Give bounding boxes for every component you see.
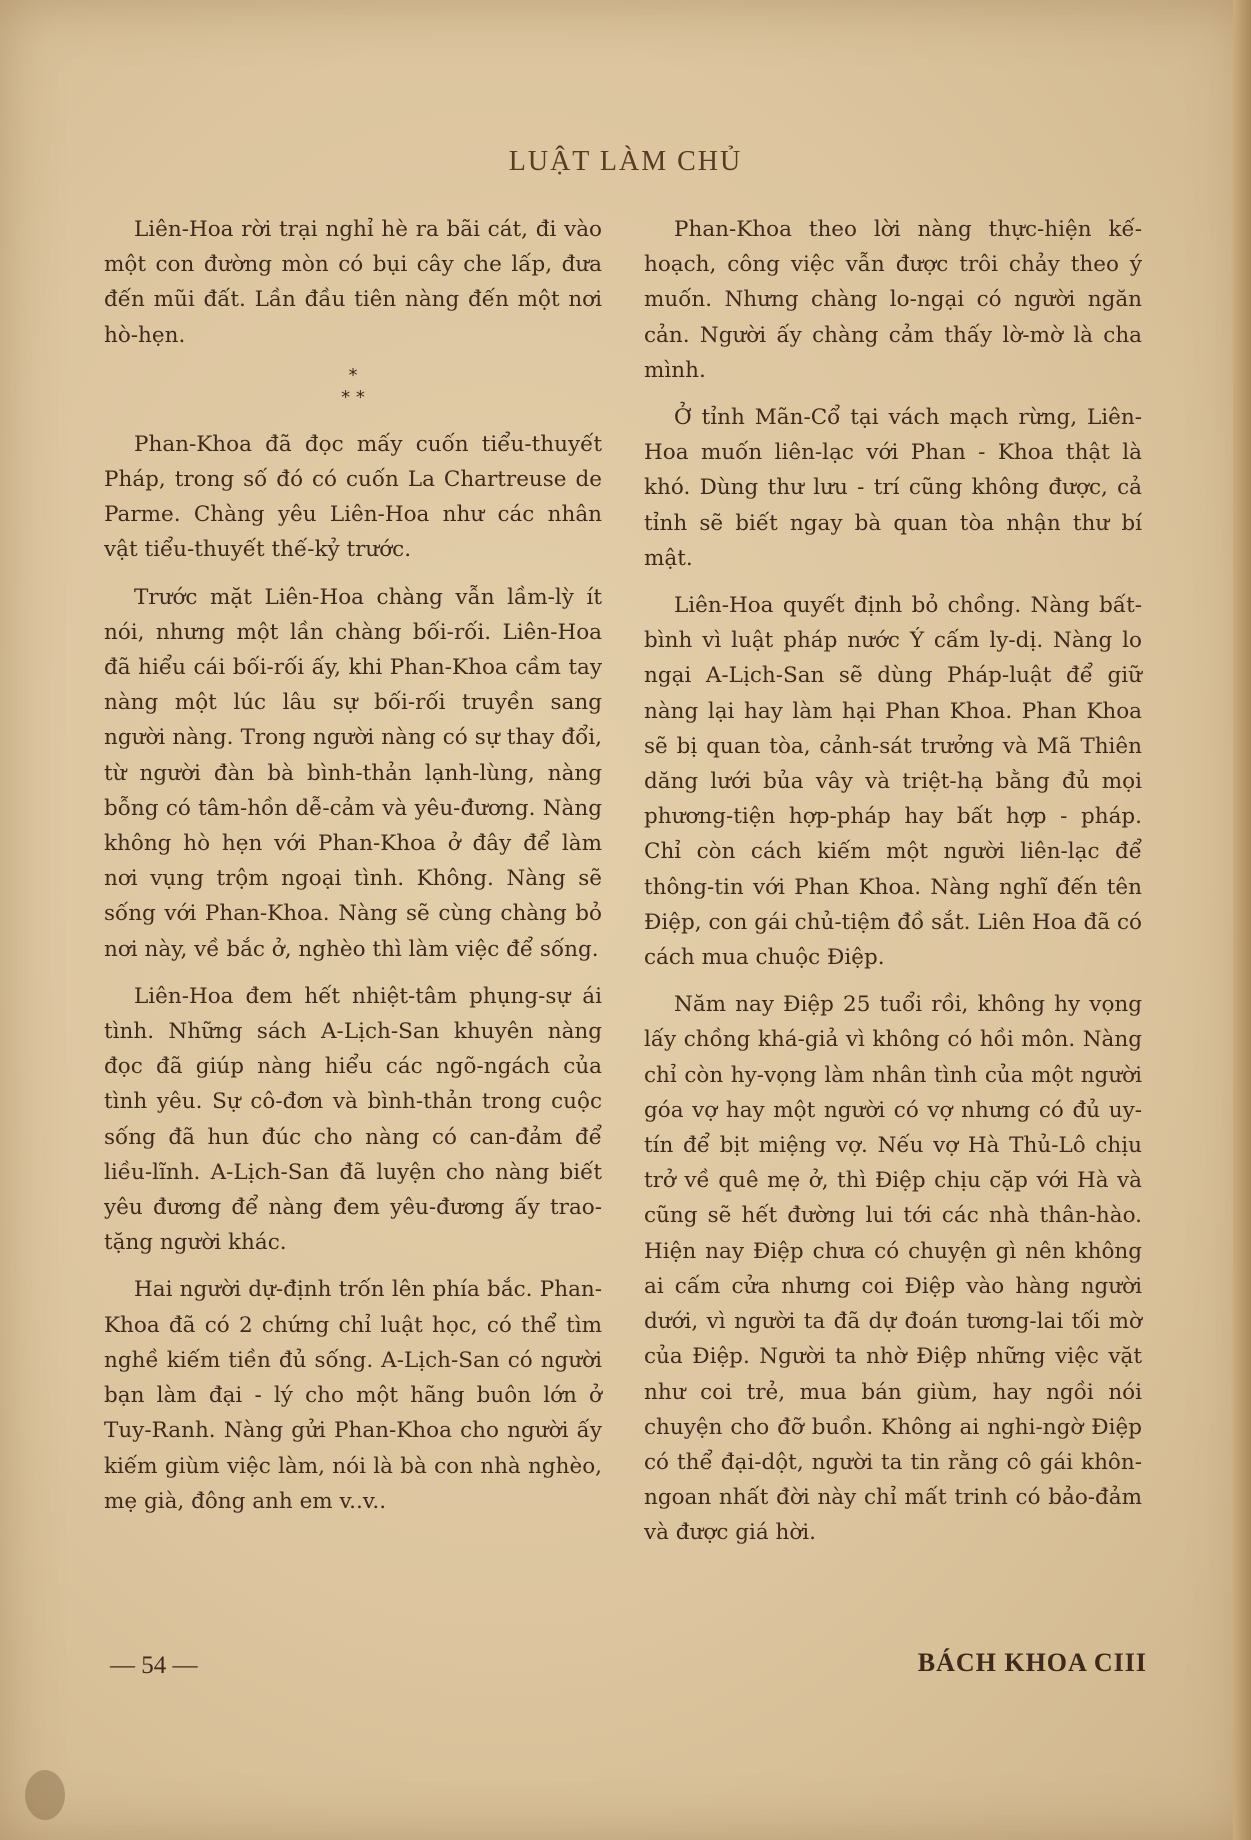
paragraph: Phan-Khoa theo lời nàng thực-hiện kế-hoạch, công việc vẫn được trôi chảy theo ý muốn. Nhưng chàng lo-ngại có người ngăn cản. Người ấy chàng cảm thấy lờ-mờ là cha mình. — [644, 217, 1142, 383]
page-title: LUẬT LÀM CHỦ — [508, 146, 743, 177]
right-column — [644, 212, 1142, 1563]
paragraph: Hai người dự-định trốn lên phía bắc. Phan-Khoa đã có 2 chứng chỉ luật học, có thể tìm nghề kiếm tiền đủ sống. A-Lịch-San có người bạn làm đại - lý cho một hãng buôn lớn ở Tuy-Ranh. Nàng gửi Phan-Khoa cho người ấy kiếm giùm việc làm, nói là bà con nhà nghèo, mẹ già, đông anh em v..v.. — [104, 1277, 602, 1514]
page-stain — [25, 1770, 65, 1820]
separator-star-bottom: * * — [341, 386, 365, 408]
section-separator — [104, 365, 602, 409]
paragraph: Liên-Hoa quyết định bỏ chồng. Nàng bất-bình vì luật pháp nước Ý cấm ly-dị. Nàng lo ngại A-Lịch-San sẽ dùng Pháp-luật để giữ nàng lại hay làm hại Phan Khoa. Phan Khoa sẽ bị quan tòa, cảnh-sát trưởng và Mã Thiên dăng lưới bủa vây và triệt-hạ bằng đủ mọi phương-tiện hợp-pháp hay bất hợp - pháp. Chỉ còn cách kiếm một người liên-lạc để thông-tin với Phan Khoa. Nàng nghĩ đến tên Điệp, con gái chủ-tiệm đồ sắt. Liên Hoa đã có cách mua chuộc Điệp. — [644, 593, 1142, 971]
paragraph: Năm nay Điệp 25 tuổi rồi, không hy vọng lấy chồng khá-giả vì không có hồi môn. Nàng chỉ còn hy-vọng làm nhân tình của một người góa vợ hay một người có vợ nhưng có đủ uy-tín để bịt miệng vợ. Nếu vợ Hà Thủ-Lô chịu trở về quê mẹ ở, thì Điệp chịu cặp với Hà và cũng sẽ hết đường lui tới các nhà thân-hào. Hiện nay Điệp chưa có chuyện gì nên không ai cấm cửa nhưng coi Điệp vào hàng người dưới, vì người ta đã dự đoán tương-lai tối mờ của Điệp. Người ta nhờ Điệp những việc vặt như coi trẻ, mua bán giùm, hay ngồi nói chuyện cho đỡ buồn. Không ai nghi-ngờ Điệp có thể đại-dột, người ta tin rằng cô gái khôn-ngoan nhất đời này chỉ mất trinh có bảo-đảm và được giá hời. — [644, 992, 1142, 1546]
page-edge — [1233, 0, 1251, 1840]
paragraph: Ở tỉnh Mãn-Cổ tại vách mạch rừng, Liên-Hoa muốn liên-lạc với Phan - Khoa thật là khó. Dùng thư lưu - trí cũng không được, cả tỉnh sẽ biết ngay bà quan tòa nhận thư bí mật. — [644, 405, 1142, 571]
separator-star-top: * — [348, 364, 358, 386]
publication-name: BÁCH KHOA CIII — [917, 1648, 1147, 1677]
left-column — [104, 212, 602, 1531]
paragraph: Phan-Khoa đã đọc mấy cuốn tiểu-thuyết Pháp, trong số đó có cuốn La Chartreuse de Parme. Chàng yêu Liên-Hoa như các nhân vật tiểu-thuyết thế-kỷ trước. — [104, 431, 602, 563]
paragraph: Liên-Hoa đem hết nhiệt-tâm phụng-sự ái tình. Những sách A-Lịch-San khuyên nàng đọc đã giúp nàng hiểu các ngõ-ngách của tình yêu. Sự cô-đơn và bình-thản trong cuộc sống đã hun đúc cho nàng có can-đảm để liều-lĩnh. A-Lịch-San đã luyện cho nàng biết yêu đương để nàng đem yêu-đương ấy trao-tặng người khác. — [104, 983, 602, 1256]
page-number: — 54 — — [110, 1652, 198, 1679]
paragraph: Trước mặt Liên-Hoa chàng vẫn lầm-lỳ ít nói, nhưng một lần chàng bối-rối. Liên-Hoa đã hiểu cái bối-rối ấy, khi Phan-Khoa cầm tay nàng một lúc lâu sự bối-rối truyền sang người nàng. Trong người nàng có sự thay đổi, từ người đàn bà bình-thản lạnh-lùng, nàng bỗng có tâm-hồn dễ-cảm và yêu-đương. Nàng không hò hẹn với Phan-Khoa ở đây để làm nơi vụng trộm ngoại tình. Không. Nàng sẽ sống với Phan-Khoa. Nàng sẽ cùng chàng bỏ nơi này, về bắc ở, nghèo thì làm việc để sống. — [104, 584, 602, 962]
paragraph: Liên-Hoa rời trại nghỉ hè ra bãi cát, đi vào một con đường mòn có bụi cây che lấp, đưa đến mũi đất. Lần đầu tiên nàng đến một nơi hò-hẹn. — [104, 217, 602, 348]
